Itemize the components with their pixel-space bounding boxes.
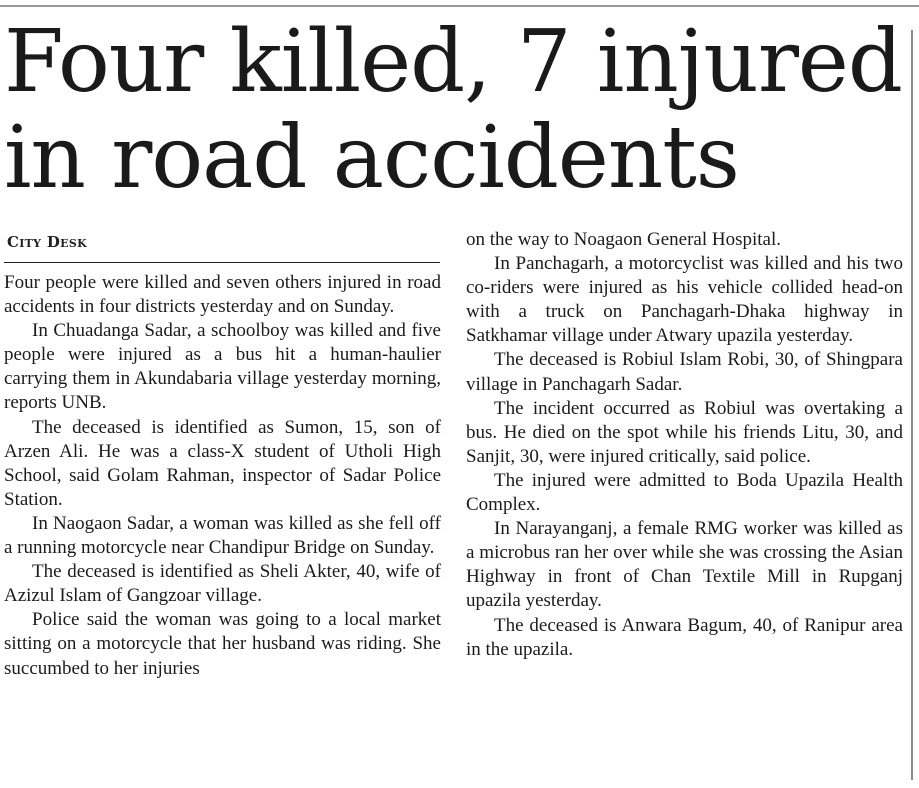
- paragraph: The deceased is identified as Sumon, 15, son of Arzen Ali. He was a class-X student of Utholi High School, said Golam Rahman, inspector of Sadar Police Station.: [4, 416, 441, 510]
- paragraph: Police said the woman was going to a local market sitting on a motorcycle that her husband was riding. She succumbed to her injuries: [4, 609, 441, 679]
- paragraph: In Chuadanga Sadar, a schoolboy was killed and five people were injured as a bus hit a human-haulier carrying them in Akundabaria village yesterday morning, reports UNB.: [4, 320, 441, 414]
- paragraph: on the way to Noagaon General Hospital.: [466, 229, 781, 250]
- paragraph: In Naogaon Sadar, a woman was killed as she fell off a running motorcycle near Chandipur Bridge on Sunday.: [4, 512, 441, 559]
- paragraph: The deceased is identified as Sheli Akter, 40, wife of Azizul Islam of Gangzoar village.: [4, 561, 441, 607]
- top-rule: [0, 5, 919, 7]
- paragraph: The incident occurred as Robiul was overtaking a bus. He died on the spot while his friends Litu, 30, and Sanjit, 30, were injured critically, said police.: [466, 397, 903, 467]
- paragraph: Four people were killed and seven others injured in road accidents in four districts yesterday and on Sunday.: [4, 272, 441, 318]
- right-column: [466, 228, 903, 662]
- paragraph: In Narayanganj, a female RMG worker was killed as a microbus ran her over while she was crossing the Asian Highway in front of Chan Textile Mill in Rupganj upazila yesterday.: [466, 518, 903, 612]
- paragraph: The deceased is Anwara Bagum, 40, of Ranipur area in the upazila.: [466, 614, 903, 660]
- column-rule-right: [911, 30, 913, 780]
- headline: Four killed, 7 injured in road accidents: [4, 12, 902, 208]
- paragraph: The injured were admitted to Boda Upazila Health Complex.: [466, 469, 903, 516]
- paragraph: The deceased is Robiul Islam Robi, 30, of Shingpara village in Panchagarh Sadar.: [466, 349, 903, 395]
- byline: City Desk: [7, 233, 87, 251]
- byline-rule: [4, 262, 440, 263]
- left-column: [4, 271, 441, 681]
- paragraph: In Panchagarh, a motorcyclist was killed and his two co-riders were injured as his vehicle collided head-on with a truck on Panchagarh-Dhaka highway in Satkhamar village under Atwary upazila yesterday.: [466, 253, 903, 347]
